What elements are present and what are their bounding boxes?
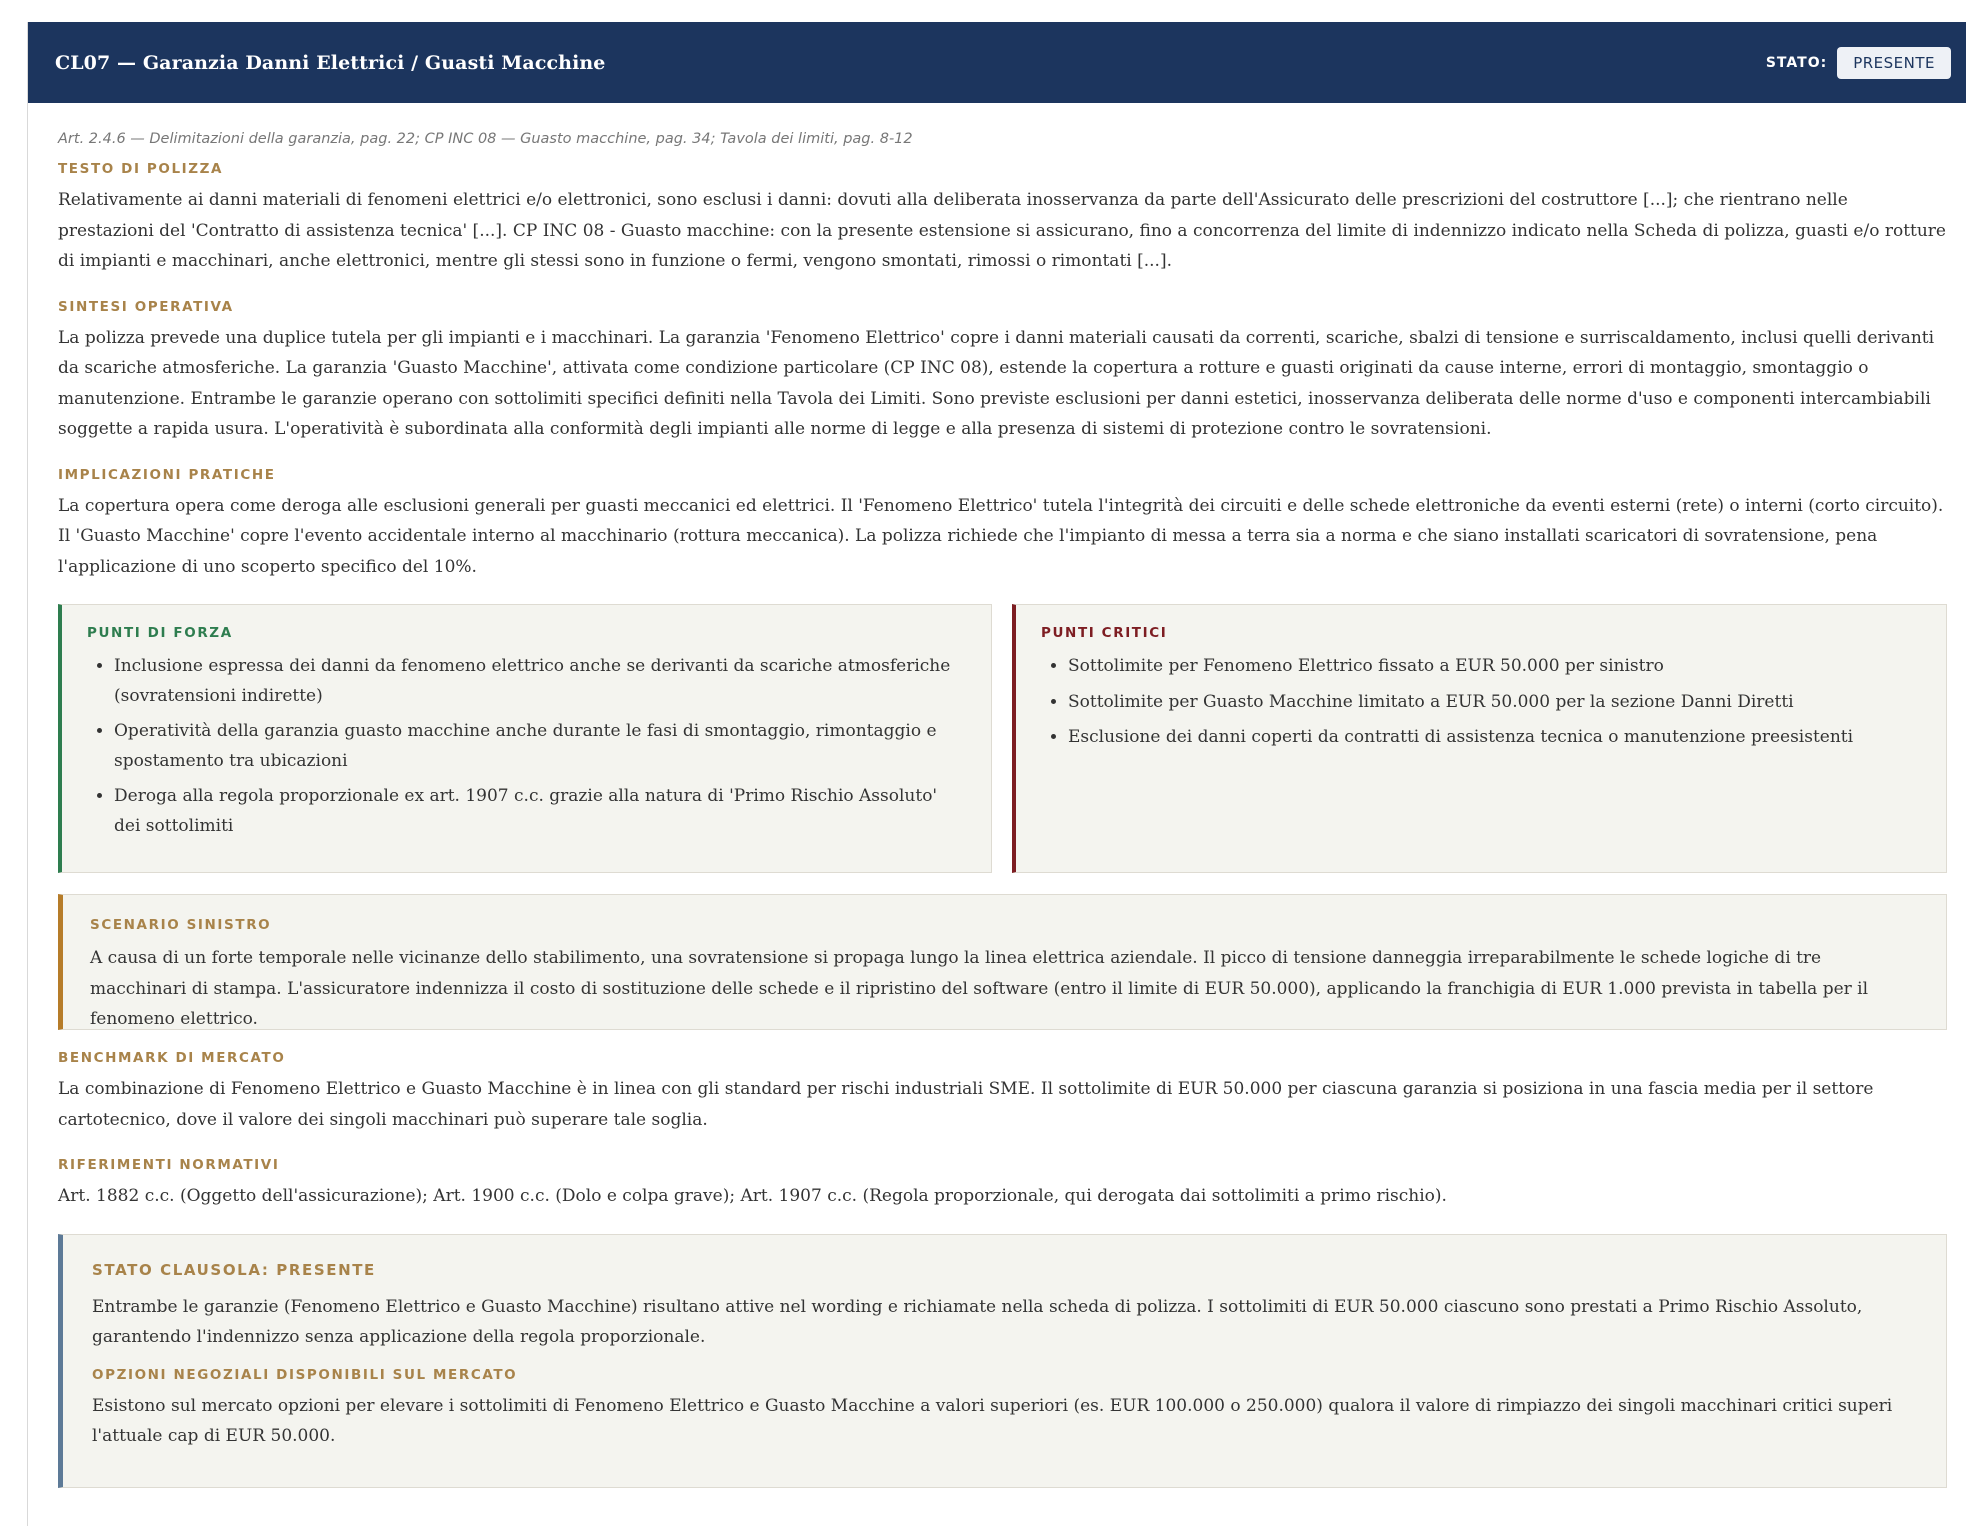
clause-title: CL07 — Garanzia Danni Elettrici / Guasti Macchine — [55, 51, 606, 74]
section-label-testo: TESTO DI POLIZZA — [58, 161, 224, 177]
section-text-riferimenti: Art. 1882 c.c. (Oggetto dell'assicurazione); Art. 1900 c.c. (Dolo e colpa grave); Art. 1907 c.c. (Regola proporzionale, qui derogata dai sottolimiti a primo rischio). — [58, 1186, 1447, 1206]
list-item: • Sottolimite per Guasto Macchine limitato a EUR 50.000 per la sezione Danni Diretti — [1068, 688, 1922, 718]
clause-card — [27, 22, 1966, 1526]
list-item: • Sottolimite per Fenomeno Elettrico fissato a EUR 50.000 per sinistro — [1068, 652, 1922, 682]
scenario-label: SCENARIO SINISTRO — [90, 917, 272, 933]
strengths-list — [87, 652, 967, 841]
section-text-benchmark: La combinazione di Fenomeno Elettrico e Guasto Macchine è in linea con gli standard per rischi industriali SME. Il sottolimite di EUR 50.000 per ciascuna garanzia si posiziona in una fascia media per il settore cartotecnico, dove il valore dei singoli macchinari può superare tale soglia. — [58, 1079, 1874, 1130]
list-item: • Operatività della garanzia guasto macchine anche durante le fasi di smontaggio, rimontaggio e spostamento tra ubicazioni — [114, 717, 967, 776]
status-group — [1766, 47, 1951, 79]
section-text-testo: Relativamente ai danni materiali di fenomeni elettrici e/o elettronici, sono esclusi i danni: dovuti alla deliberata inosservanza da parte dell'Assicurato delle prescrizioni del costruttore [...]; che rientrano nelle prestazioni del 'Contratto di assistenza tecnica' [...]. CP INC 08 - Guasto macchine: con la presente estensione si assicurano, fino a concorrenza del limite di indennizzo indicato nella Scheda di polizza, guasti e/o rotture di impianti e macchinari, anche elettronici, mentre gli stessi sono in funzione o fermi, vengono smontati, rimossi o rimontati [...]. — [58, 190, 1946, 271]
weaknesses-box — [1012, 604, 1947, 873]
clause-header — [28, 22, 1966, 103]
list-item: • Deroga alla regola proporzionale ex art. 1907 c.c. grazie alla natura di 'Primo Rischio Assoluto' dei sottolimiti — [114, 782, 967, 841]
section-label-sintesi: SINTESI OPERATIVA — [58, 298, 234, 315]
section-label-implicazioni: IMPLICAZIONI PRATICHE — [58, 466, 276, 483]
strengths-label: PUNTI DI FORZA — [87, 625, 233, 641]
clause-content — [28, 103, 1948, 1488]
clause-status-text: Entrambe le garanzie (Fenomeno Elettrico e Guasto Macchine) risultano attive nel wording e richiamate nella scheda di polizza. I sottolimiti di EUR 50.000 ciascuno sono prestati a Primo Rischio Assoluto, garantendo l'indennizzo senza applicazione della regola proporzionale. — [92, 1296, 1863, 1347]
weaknesses-list — [1041, 652, 1922, 753]
section-text-implicazioni: La copertura opera come deroga alle esclusioni generali per guasti meccanici ed elettrici. Il 'Fenomeno Elettrico' tutela l'integrità dei circuiti e delle schede elettroniche da eventi esterni (rete) o interni (corto circuito). Il 'Guasto Macchine' copre l'evento accidentale interno al macchinario (rottura meccanica). La polizza richiede che l'impianto di messa a terra sia a norma e che siano installati scaricatori di sovratensione, pena l'applicazione di uno scoperto specifico del 10%. — [58, 495, 1944, 577]
negotiation-options-text: Esistono sul mercato opzioni per elevare i sottolimiti di Fenomeno Elettrico e Guasto Macchine a valori superiori (es. EUR 100.000 o 250.000) qualora il valore di rimpiazzo dei singoli macchinari critici superi l'attuale cap di EUR 50.000. — [92, 1395, 1893, 1446]
status-badge: PRESENTE — [1837, 47, 1951, 79]
section-label-riferimenti: RIFERIMENTI NORMATIVI — [58, 1157, 280, 1173]
list-item: • Inclusione espressa dei danni da fenomeno elettrico anche se derivanti da scariche atmosferiche (sovratensioni indirette) — [114, 652, 967, 711]
section-label-benchmark: BENCHMARK DI MERCATO — [58, 1050, 286, 1066]
weaknesses-label: PUNTI CRITICI — [1041, 625, 1168, 641]
status-label: STATO: — [1765, 54, 1828, 71]
claim-scenario-box — [58, 894, 1947, 1030]
pros-cons-row — [58, 604, 1948, 873]
strengths-box — [58, 604, 992, 873]
section-text-sintesi: La polizza prevede una duplice tutela per gli impianti e i macchinari. La garanzia 'Fenomeno Elettrico' copre i danni materiali causati da correnti, scariche, sbalzi di tensione e surriscaldamento, inclusi quelli derivanti da scariche atmosferiche. La garanzia 'Guasto Macchine', attivata come condizione particolare (CP INC 08), estende la copertura a rotture e guasti originati da cause interne, errori di montaggio, smontaggio o manutenzione. Entrambe le garanzie operano con sottolimiti specifici definiti nella Tavola dei Limiti. Sono previste esclusioni per danni estetici, inosservanza deliberata delle norme d'uso e componenti intercambiabili soggette a rapida usura. L'operatività è subordinata alla conformità degli impianti alle norme di legge e alla presenza di sistemi di protezione contro le sovratensioni. — [58, 327, 1935, 439]
scenario-text: A causa di un forte temporale nelle vicinanze dello stabilimento, una sovratensione si propaga lungo la linea elettrica aziendale. Il picco di tensione danneggia irreparabilmente le schede logiche di tre macchinari di stampa. L'assicuratore indennizza il costo di sostituzione delle schede e il ripristino del software (entro il limite di EUR 50.000), applicando la franchigia di EUR 1.000 prevista in tabella per il fenomeno elettrico. — [90, 948, 1869, 1029]
policy-reference: Art. 2.4.6 — Delimitazioni della garanzia, pag. 22; CP INC 08 — Guasto macchine, pag. 34; Tavola dei limiti, pag. 8-12 — [58, 131, 913, 147]
clause-status-box — [58, 1234, 1947, 1488]
negotiation-options-label: OPZIONI NEGOZIALI DISPONIBILI SUL MERCATO — [92, 1366, 518, 1383]
clause-status-label: STATO CLAUSOLA: PRESENTE — [92, 1260, 376, 1279]
list-item: • Esclusione dei danni coperti da contratti di assistenza tecnica o manutenzione preesistenti — [1068, 723, 1922, 753]
